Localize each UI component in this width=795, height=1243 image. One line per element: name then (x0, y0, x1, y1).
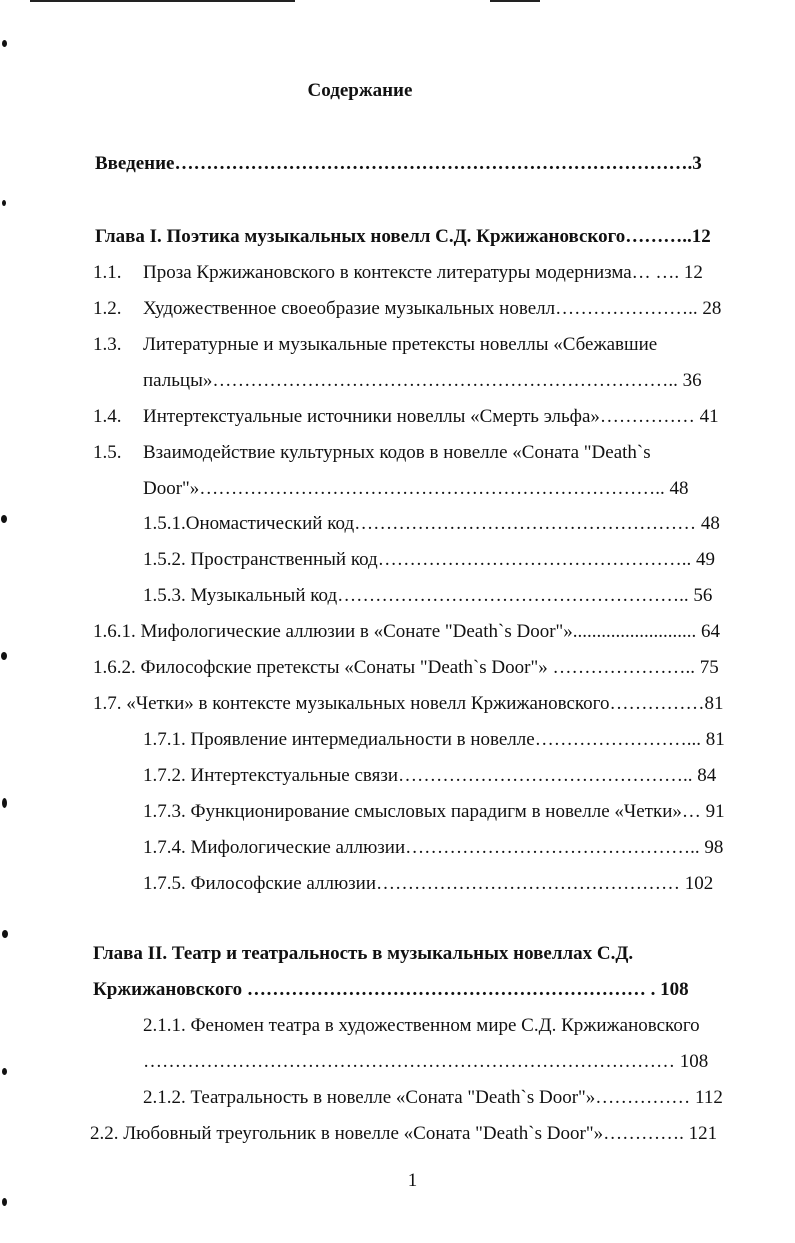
toc-chapter-2-continuation: Кржижановского ……………………………………………………… . 108 (93, 979, 689, 1000)
toc-chapter-2: Глава II. Театр и театральность в музыкальных новеллах С.Д. (93, 943, 634, 964)
page-number: 1 (407, 1170, 418, 1191)
toc-entry: 1.7.2. Интертекстуальные связи……………………………………….. 84 (143, 765, 717, 786)
scan-speck (1, 515, 7, 523)
toc-entry: 1.7. «Четки» в контексте музыкальных новелл Кржижановского……………81 (93, 693, 724, 714)
toc-entry: Проза Кржижановского в контексте литературы модернизма… …. 12 (143, 262, 703, 283)
toc-number: 1.4. (93, 406, 122, 427)
toc-chapter-1: Глава I. Поэтика музыкальных новелл С.Д. Кржижановского………..12 (95, 226, 711, 247)
scan-speck (2, 40, 7, 47)
toc-number: 1.1. (93, 262, 122, 283)
scan-speck (2, 1198, 7, 1206)
toc-entry: Взаимодействие культурных кодов в новелле «Соната "Death`s (143, 442, 651, 463)
top-edge-mark (490, 0, 540, 2)
toc-number: 1.3. (93, 334, 122, 355)
toc-entry: 1.6.1. Мифологические аллюзии в «Сонате "Death`s Door"».......................... 64 (93, 621, 721, 642)
toc-entry: 2.2. Любовный треугольник в новелле «Соната "Death`s Door"»…………. 121 (90, 1123, 718, 1144)
toc-entry: 2.1.1. Феномен театра в художественном мире С.Д. Кржижановского (143, 1015, 700, 1036)
toc-entry: Литературные и музыкальные претексты новеллы «Сбежавшие (143, 334, 658, 355)
toc-entry: 1.5.2. Пространственный код………………………………………….. 49 (143, 549, 715, 570)
scan-speck (2, 798, 7, 808)
toc-entry: 1.7.5. Философские аллюзии………………………………………… 102 (143, 873, 714, 894)
toc-entry: 1.5.1.Ономастический код……………………………………………… 48 (143, 513, 720, 534)
page-title: Содержание (307, 80, 413, 101)
toc-entry: 1.7.3. Функционирование смысловых парадигм в новелле «Четки»… 91 (143, 801, 725, 822)
toc-number: 1.2. (93, 298, 122, 319)
toc-entry: Художественное своеобразие музыкальных новелл………………….. 28 (143, 298, 722, 319)
toc-entry: 1.5.3. Музыкальный код……………………………………………….. 56 (143, 585, 713, 606)
toc-entry: 2.1.2. Театральность в новелле «Соната "Death`s Door"»…………… 112 (143, 1087, 723, 1108)
scan-speck (1, 652, 7, 660)
toc-number: 1.5. (93, 442, 122, 463)
scan-speck (2, 200, 6, 206)
toc-entry: 1.7.4. Мифологические аллюзии……………………………………….. 98 (143, 837, 724, 858)
toc-entry: 1.7.1. Проявление интермедиальности в новелле……………………... 81 (143, 729, 725, 750)
toc-entry: 1.6.2. Философские претексты «Сонаты "Death`s Door"» ………………….. 75 (93, 657, 719, 678)
toc-entry-continuation: Door"»……………………………………………………………….. 48 (143, 478, 689, 499)
toc-entry-continuation: пальцы»……………………………………………………………….. 36 (143, 370, 702, 391)
scan-speck (2, 1068, 7, 1075)
toc-entry-continuation: ………………………………………………………………………… 108 (143, 1051, 709, 1072)
toc-entry-intro: Введение……………………………………………………………………….3 (95, 153, 702, 174)
toc-entry: Интертекстуальные источники новеллы «Смерть эльфа»…………… 41 (143, 406, 719, 427)
scan-speck (2, 930, 8, 938)
top-edge-mark (30, 0, 295, 2)
